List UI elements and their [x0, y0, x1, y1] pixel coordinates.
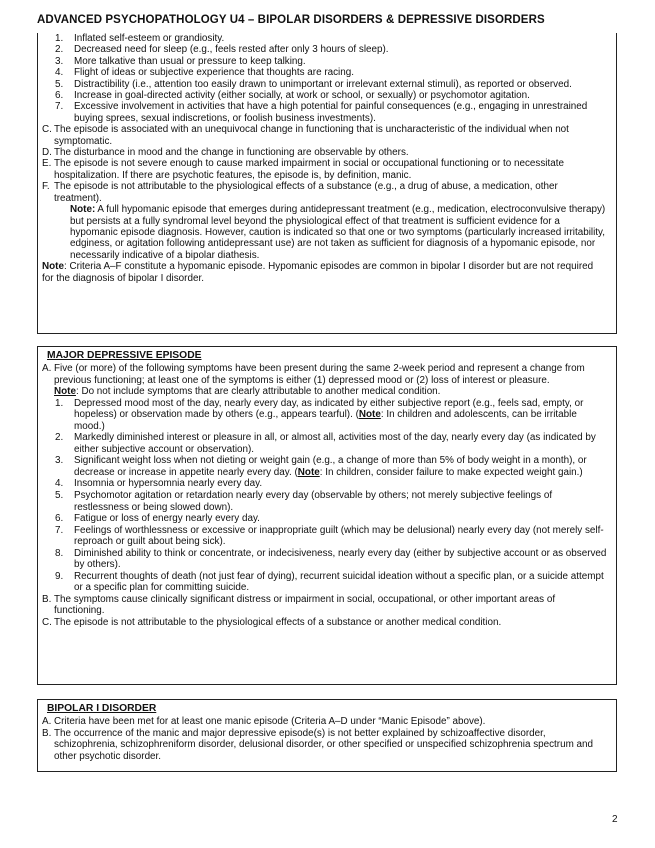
- list-item: 6. Fatigue or loss of energy nearly every day.: [55, 513, 260, 525]
- list-item: 7. Feelings of worthlessness or excessive or inappropriate guilt (which may be delusional) nearly every day (not merely self-reproach or guilt about being sick).: [55, 524, 604, 548]
- hypomanic-symptom-list: [38, 33, 616, 124]
- list-item: 6. Increase in goal-directed activity (either socially, at work or school, or sexually) or psychomotor agitation.: [55, 90, 530, 102]
- criterion-a: A. Criteria have been met for at least one manic episode (Criteria A–D under “Manic Episode” above).: [42, 716, 486, 727]
- criterion-b: B. The occurrence of the manic and major depressive episode(s) is not better explained by schizoaffective disorder, schizophrenia, schizophreniform disorder, delusional disorder, or other specified or unspecified schizophrenia spectrum and other psychotic disorder.: [42, 727, 594, 762]
- criterion-a-note: Note: Do not include symptoms that are clearly attributable to another medical condition.: [54, 386, 441, 398]
- criterion-c: C. The episode is not attributable to the physiological effects of a substance or another medical condition.: [42, 617, 502, 629]
- list-item: 1. Depressed mood most of the day, nearly every day, as indicated by either subjective report (e.g., feels sad, empty, or hopeless) or observation made by others (e.g., appears tearful). (Note: In children and adolescents, can be irritable mood.): [55, 397, 584, 432]
- criterion-a: A. Five (or more) of the following symptoms have been present during the same 2-week period and represent a change from previous functioning; at least one of the symptoms is either (1) depressed mood or (2) loss of interest or pleasure.: [42, 363, 585, 386]
- list-item: 4. Flight of ideas or subjective experience that thoughts are racing.: [55, 67, 354, 79]
- bipolar-i-disorder-section: [37, 699, 617, 772]
- section-title: BIPOLAR I DISORDER: [47, 703, 157, 714]
- section-title: MAJOR DEPRESSIVE EPISODE: [47, 350, 202, 361]
- depressive-symptom-list: [38, 398, 616, 594]
- list-item: 3. Significant weight loss when not dieting or weight gain (e.g., a change of more than 5% of body weight in a month), or decrease or increase in appetite nearly every day. (Note: In children, consider failure to make expected weight gain.): [55, 455, 587, 478]
- criterion-d: D. The disturbance in mood and the change in functioning are observable by others.: [42, 147, 409, 159]
- criterion-c: C. The episode is associated with an unequivocal change in functioning that is uncharacteristic of the individual when not symptomatic.: [42, 124, 569, 147]
- list-item: 1. Inflated self-esteem or grandiosity.: [55, 33, 225, 44]
- list-item: 3. More talkative than usual or pressure to keep talking.: [55, 55, 306, 67]
- list-item: 5. Distractibility (i.e., attention too easily drawn to unimportant or irrelevant external stimuli), as reported or observed.: [55, 78, 572, 90]
- list-item: 7. Excessive involvement in activities that have a high potential for painful consequences (e.g., engaging in unrestrained buying sprees, sexual indiscretions, or foolish business investments).: [55, 101, 588, 124]
- treatment-note: Note: A full hypomanic episode that emerges during antidepressant treatment (e.g., medication, electroconvulsive therapy) but persists at a fully syndromal level beyond the physiological effect of that treatment is sufficient evidence for a hypomanic episode diagnosis. However, caution is indicated so that one or two symptoms (particularly increased irritability, edginess, or agitation following antidepressant use) are not taken as sufficient for diagnosis of a hypomanic episode, nor necessarily indicative of a bipolar diathesis.: [70, 204, 606, 261]
- hypomanic-episode-section: [37, 33, 617, 334]
- page-header: ADVANCED PSYCHOPATHOLOGY U4 – BIPOLAR DISORDERS & DEPRESSIVE DISORDERS: [37, 14, 545, 26]
- list-item: 4. Insomnia or hypersomnia nearly every day.: [55, 478, 263, 490]
- page-number: 2: [612, 814, 618, 825]
- list-item: 5. Psychomotor agitation or retardation nearly every day (observable by others; not merely subjective feelings of restlessness or being slowed down).: [55, 490, 553, 513]
- list-item: 2. Decreased need for sleep (e.g., feels rested after only 3 hours of sleep).: [55, 44, 389, 56]
- criterion-b: B. The symptoms cause clinically significant distress or impairment in social, occupational, or other important areas of functioning.: [42, 593, 556, 617]
- criterion-e: E. The episode is not severe enough to cause marked impairment in social or occupational functioning or to necessitate hospitalization. If there are psychotic features, the episode is, by definition, manic.: [42, 158, 564, 181]
- list-item: 9. Recurrent thoughts of death (not just fear of dying), recurrent suicidal ideation without a specific plan, or a suicide attempt or a specific plan for committing suicide.: [55, 570, 604, 594]
- list-item: 2. Markedly diminished interest or pleasure in all, or almost all, activities most of the day, nearly every day (as indicated by either subjective account or observation).: [55, 432, 596, 455]
- criteria-note: Note: Criteria A–F constitute a hypomanic episode. Hypomanic episodes are common in bipolar I disorder but are not required for the diagnosis of bipolar I disorder.: [42, 261, 594, 284]
- list-item: 8. Diminished ability to think or concentrate, or indecisiveness, nearly every day (either by subjective account or as observed by others).: [55, 547, 607, 571]
- major-depressive-episode-section: [37, 346, 617, 685]
- criterion-f: F. The episode is not attributable to the physiological effects of a substance (e.g., a drug of abuse, a medication, other treatment).: [42, 181, 558, 204]
